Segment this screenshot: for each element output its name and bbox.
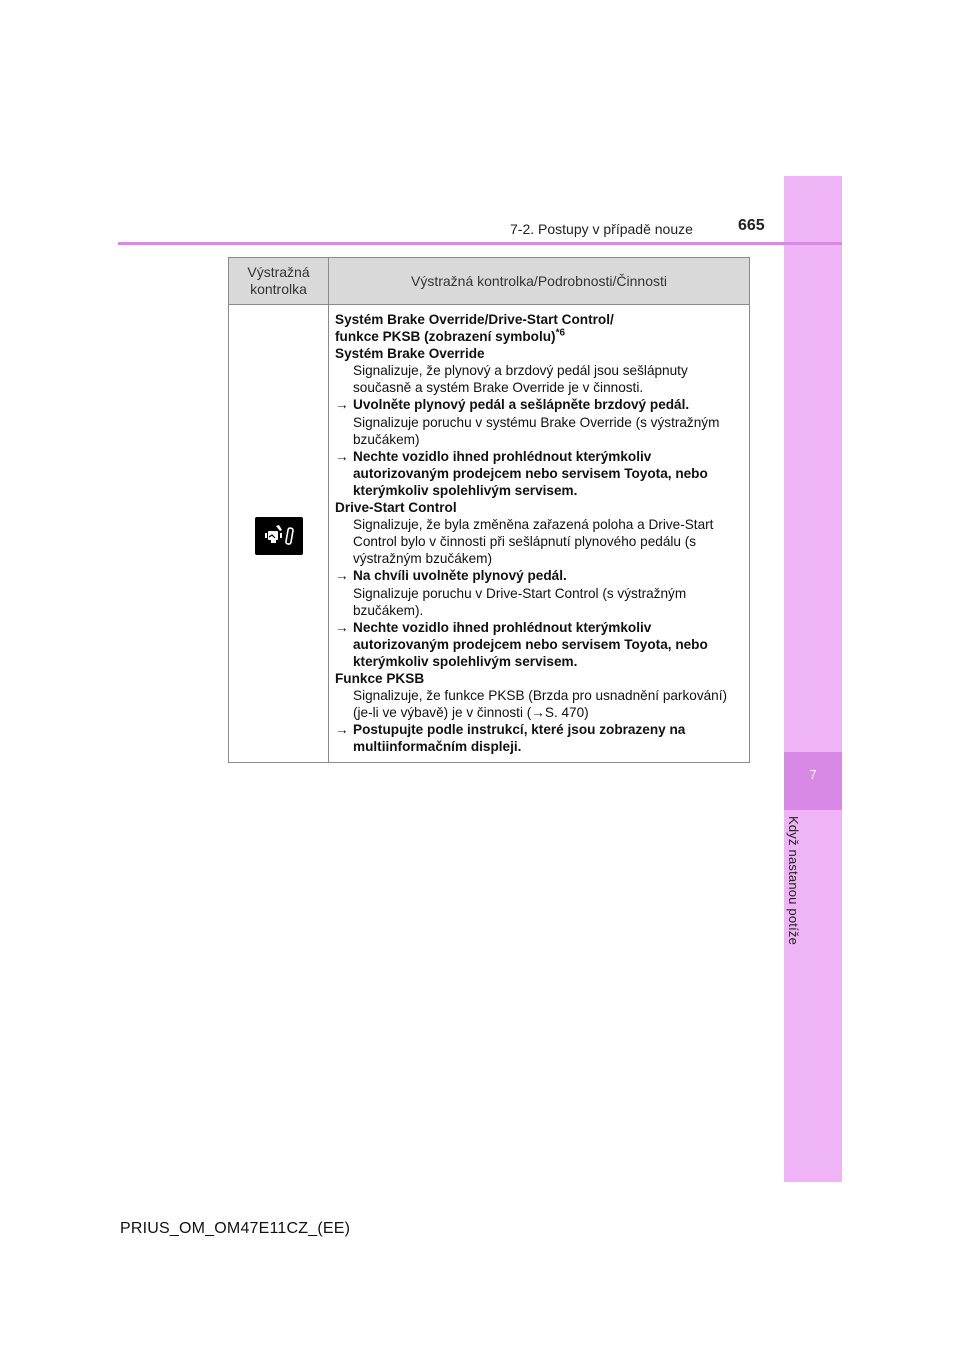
- action-item: → Uvolněte plynový pedál a sešlápněte brzdový pedál.: [335, 397, 690, 413]
- action-item: → Nechte vozidlo ihned prohlédnout kterýmkoliv autorizovaným prodejcem nebo servisem Toyota, nebo kterýmkoliv spolehlivým servisem.: [335, 448, 708, 498]
- section-description: Signalizuje, že funkce PKSB (Brzda pro usnadnění parkování) (je-li ve výbavě) je v činnosti (→S. 470): [353, 688, 728, 721]
- brake-override-warning-icon: [255, 517, 303, 555]
- col-header-details: Výstražná kontrolka/Podrobnosti/Činnosti: [329, 258, 750, 305]
- icon-cell: [229, 305, 329, 763]
- action-item: → Postupujte podle instrukcí, které jsou zobrazeny na multiinformačním displeji.: [335, 722, 686, 755]
- action-item: → Nechte vozidlo ihned prohlédnout kterýmkoliv autorizovaným prodejcem nebo servisem Toyota, nebo kterýmkoliv spolehlivým servisem.: [335, 619, 708, 669]
- section-description: Signalizuje, že byla změněna zařazená poloha a Drive-Start Control bylo v činnosti při sešlápnutí plynového pedálu (s výstražným bzučákem): [353, 517, 714, 567]
- section-description: Signalizuje poruchu v Drive-Start Control (s výstražným bzučákem).: [353, 585, 687, 618]
- arrow-icon: →: [335, 619, 349, 635]
- header-section-title: 7-2. Postupy v případě nouze: [510, 221, 693, 237]
- action-item: → Na chvíli uvolněte plynový pedál.: [335, 568, 567, 584]
- arrow-icon: →: [335, 448, 349, 464]
- section-description: Signalizuje poruchu v systému Brake Override (s výstražným bzučákem): [353, 414, 720, 447]
- section-description: Signalizuje, že plynový a brzdový pedál jsou sešlápnuty současně a systém Brake Override je v činnosti.: [353, 363, 688, 396]
- arrow-icon: →: [335, 722, 349, 738]
- col-header-warning-light: Výstražná kontrolka: [229, 258, 329, 305]
- header-rule: [118, 242, 842, 245]
- warning-title-line2: funkce PKSB (zobrazení symbolu)$^{*6}$: [335, 327, 566, 345]
- section-title-drive-start-control: Drive-Start Control: [335, 500, 457, 516]
- chapter-side-tab: [784, 176, 842, 1182]
- arrow-icon: →: [335, 568, 349, 584]
- warning-light-table: [228, 257, 750, 763]
- table-row: [229, 305, 750, 763]
- section-title-pksb: Funkce PKSB: [335, 670, 425, 686]
- section-title-brake-override: Systém Brake Override: [335, 346, 485, 362]
- details-cell: [329, 305, 750, 763]
- arrow-icon: →: [335, 397, 349, 413]
- footnote-marker: *6: [555, 327, 566, 339]
- page-number: 665: [738, 217, 765, 234]
- chapter-number: 7: [809, 767, 817, 782]
- table-header-row: [229, 258, 750, 305]
- document-code: PRIUS_OM_OM47E11CZ_(EE): [120, 1220, 351, 1237]
- warning-title: Systém Brake Override/Drive-Start Control/: [335, 312, 614, 327]
- chapter-title: Když nastanou potíže: [786, 816, 801, 946]
